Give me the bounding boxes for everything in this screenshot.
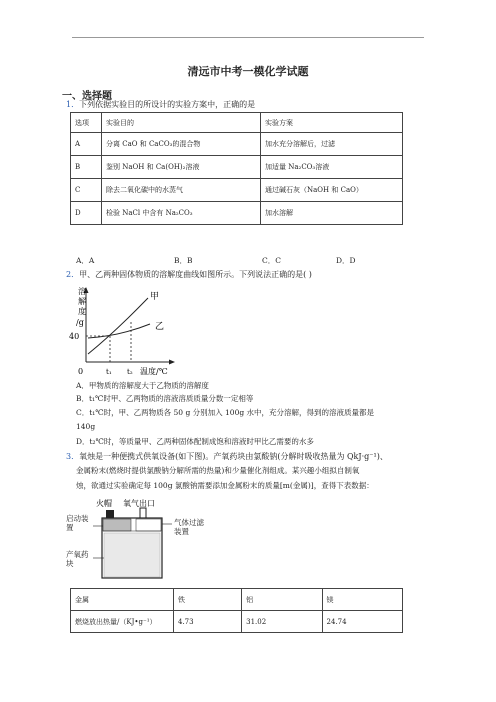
label-cap: 火帽: [96, 499, 112, 508]
curve-jia: [88, 298, 148, 354]
y-label-char: /g: [76, 318, 84, 327]
table-cell: 通过碱石灰（NaOH 和 CaO）: [261, 179, 403, 202]
question-3-stem: [66, 451, 388, 462]
oxygen-candle-diagram: [88, 498, 238, 580]
table-header-cell: 实验方案: [261, 113, 403, 133]
label-filter: 气体过滤装置: [174, 518, 204, 536]
option-b: B．B: [174, 256, 193, 265]
option-a: A．A: [76, 256, 95, 265]
question-1-text: 下列依据实验目的所设计的实验方案中，正确的是: [79, 100, 256, 109]
origin-label: 0: [78, 367, 84, 376]
table-header-cell: 铝: [242, 589, 322, 611]
series-label-yi: 乙: [155, 322, 165, 332]
table-header-row: [71, 113, 403, 133]
table-cell: C: [71, 179, 102, 202]
table-cell: B: [71, 156, 102, 179]
series-label-jia: 甲: [150, 292, 160, 302]
table-cell: 加水充分溶解后，过滤: [261, 133, 403, 156]
table-cell: 检验 NaCl 中含有 Na₂CO₃: [102, 202, 261, 225]
y-label-char: 解: [78, 297, 86, 306]
question-2-text: 甲、乙两种固体物质的溶解度曲线如图所示。下列说法正确的是( ): [79, 270, 312, 279]
filter-region: [136, 519, 161, 531]
section-heading: 一、选择题: [62, 91, 112, 102]
table-row: [71, 611, 403, 633]
question-1-table: [70, 112, 403, 225]
x-tick-t1: t₁: [106, 368, 112, 376]
y-label-char: 度: [78, 307, 86, 316]
question-3-text-line3: 烛，欲通过实验确定每 100g 氯酸钠需要添加金属粉末的质量[m(金属)]，查得下表数据：: [76, 481, 374, 490]
table-header-cell: 金属: [71, 589, 174, 611]
table-cell: 分离 CaO 和 CaCO₃的混合物: [102, 133, 261, 156]
table-cell: 4.73: [174, 611, 242, 633]
table-row: [71, 179, 403, 202]
x-tick-t2: t₂: [127, 368, 133, 376]
table-cell: 鉴别 NaOH 和 Ca(OH)₂溶液: [102, 156, 261, 179]
table-header-row: [71, 589, 403, 611]
table-cell: A: [71, 133, 102, 156]
question-3-text-line2: 金属粉末(燃烧时提供氯酸钠分解所需的热量)和少量催化剂组成。某兴趣小组拟自制氧: [76, 466, 360, 475]
table-cell: 加适量 Na₂CO₃溶液: [261, 156, 403, 179]
question-2-option-a: A．甲物质的溶解度大于乙物质的溶解度: [76, 381, 209, 390]
question-2-number: 2．: [66, 270, 80, 279]
table-cell: 31.02: [242, 611, 322, 633]
question-2-option-c: C．t₁℃时，甲、乙两物质各 50 g 分别加入 100g 水中，充分溶解，得到的溶液质量都是: [76, 408, 375, 417]
table-cell: 24.74: [322, 611, 402, 633]
table-cell: D: [71, 202, 102, 225]
question-2-option-d: D．t₂℃时，等质量甲、乙两种固体配制成饱和溶液时甲比乙需要的水多: [76, 437, 314, 446]
question-2-option-c-cont: 140g: [76, 422, 96, 431]
question-3-number: 3．: [66, 452, 80, 461]
outlet-tube: [140, 508, 146, 518]
starter-region: [103, 519, 131, 531]
y-tick-40: 40: [69, 332, 80, 341]
label-starter: 启动装置: [66, 514, 89, 532]
label-outlet: 氧气出口: [123, 499, 155, 508]
question-3-text-line1: 氧烛是一种便携式供氧设备(如下图)。产氧药块由氯酸钠(分解时吸收热量为 QkJ·g⁻¹)、: [79, 452, 388, 461]
oxygen-block: [104, 533, 160, 577]
page-title: 清远市中考一模化学试题: [187, 65, 309, 78]
table-cell: 燃烧放出热量/（KJ•g⁻¹）: [71, 611, 174, 633]
question-1-number: 1．: [66, 100, 80, 109]
table-cell: 加水溶解: [261, 202, 403, 225]
table-row: [71, 156, 403, 179]
solubility-graph: [60, 284, 180, 380]
y-label-char: 溶: [78, 287, 86, 296]
table-header-cell: 铁: [174, 589, 242, 611]
question-2-option-b: B．t₁℃时甲、乙两物质的溶液溶质质量分数一定相等: [76, 394, 254, 403]
table-header-cell: 实验目的: [102, 113, 261, 133]
table-cell: 除去二氧化碳中的水蒸气: [102, 179, 261, 202]
cap-shape: [106, 510, 114, 518]
option-d: D．D: [336, 256, 356, 265]
table-row: [71, 133, 403, 156]
option-c: C．C: [262, 256, 281, 265]
table-row: [71, 202, 403, 225]
question-3-table: [70, 588, 403, 633]
question-2-stem: [66, 269, 312, 280]
table-header-cell: 选项: [71, 113, 102, 133]
label-block: 产氧药块: [66, 550, 89, 568]
header-rule: [72, 37, 424, 38]
x-axis-label: 温度/℃: [140, 367, 168, 376]
question-1-stem: [66, 99, 255, 110]
x-axis-arrow: [169, 360, 175, 365]
table-header-cell: 镁: [322, 589, 402, 611]
